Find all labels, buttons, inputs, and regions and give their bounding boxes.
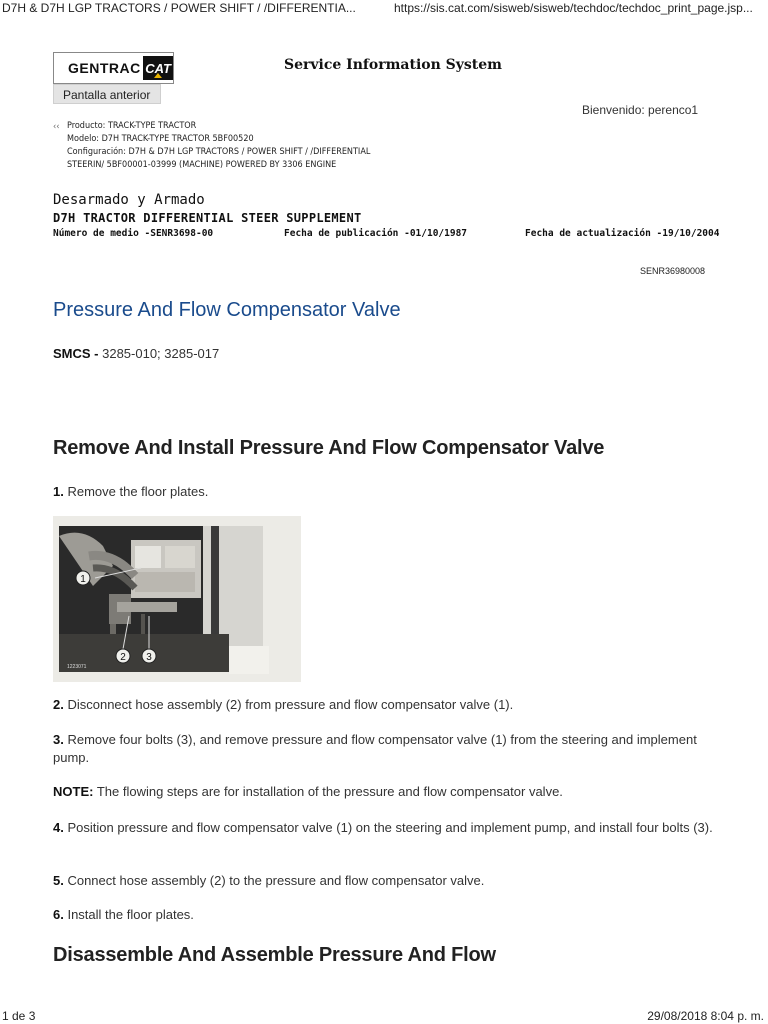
- cat-logo-icon: CAT: [143, 56, 173, 80]
- step-3: [53, 731, 713, 767]
- smcs-codes: [53, 346, 219, 361]
- step-text: Disconnect hose assembly (2) from pressure and flow compensator valve (1).: [63, 697, 514, 712]
- step-4: [53, 819, 713, 837]
- smcs-value: 3285-010; 3285-017: [98, 346, 220, 361]
- media-number: Número de medio -SENR3698-00: [53, 228, 214, 239]
- page-title: Pressure And Flow Compensator Valve: [53, 299, 401, 321]
- note-text: The flowing steps are for installation of the pressure and flow compensator valve.: [93, 784, 563, 799]
- step-text: Connect hose assembly (2) to the pressure and flow compensator valve.: [63, 873, 485, 888]
- product-info: [53, 120, 370, 172]
- step-text: Install the floor plates.: [63, 907, 194, 922]
- gentrac-logo-text: GENTRAC: [68, 60, 141, 76]
- model-row: Modelo: D7H TRACK-TYPE TRACTOR 5BF00520: [67, 134, 254, 144]
- step-1: [53, 483, 713, 501]
- step-number: 5.: [53, 873, 64, 888]
- dealer-logo: [53, 52, 174, 84]
- welcome-text: Bienvenido: perenco1: [582, 103, 699, 117]
- system-title: Service Information System: [284, 57, 502, 73]
- print-page-title: D7H & D7H LGP TRACTORS / POWER SHIFT / /DIFFERENTIA...: [2, 1, 356, 15]
- print-header: [0, 0, 768, 18]
- step-number: 4.: [53, 820, 64, 835]
- valve-photo: [53, 516, 301, 682]
- step-number: 2.: [53, 697, 64, 712]
- step-6: [53, 906, 713, 924]
- step-5: [53, 872, 713, 890]
- document-type: Desarmado y Armado: [53, 192, 205, 208]
- section-heading-remove-install: Remove And Install Pressure And Flow Compensator Valve: [53, 437, 605, 459]
- steering-row: STEERIN/ 5BF00001-03999 (MACHINE) POWERED BY 3306 ENGINE: [67, 160, 337, 170]
- section-heading-disassemble: Disassemble And Assemble Pressure And Flow: [53, 944, 496, 966]
- figure-code: 1223071: [67, 664, 87, 670]
- print-datetime: 29/08/2018 8:04 p. m.: [647, 1009, 764, 1023]
- page-indicator: 1 de 3: [2, 1009, 36, 1023]
- step-number: 1.: [53, 484, 64, 499]
- step-2: [53, 696, 713, 714]
- valve-location-figure: [53, 516, 301, 682]
- publication-date: Fecha de publicación -01/10/1987: [284, 228, 468, 239]
- step-number: 6.: [53, 907, 64, 922]
- collapse-chevron-icon[interactable]: ‹‹: [53, 122, 60, 132]
- document-title: D7H TRACTOR DIFFERENTIAL STEER SUPPLEMENT: [53, 211, 362, 225]
- smcs-label: SMCS -: [53, 346, 99, 361]
- note: [53, 783, 713, 801]
- note-label: NOTE:: [53, 784, 94, 799]
- step-text: Remove four bolts (3), and remove pressure and flow compensator valve (1) from the steering and implement pump.: [53, 732, 697, 765]
- document-code: SENR36980008: [640, 266, 706, 276]
- back-button[interactable]: Pantalla anterior: [53, 84, 161, 104]
- product-row: Producto: TRACK-TYPE TRACTOR: [67, 121, 197, 131]
- step-number: 3.: [53, 732, 64, 747]
- callout-1: 1: [80, 574, 86, 585]
- callout-2: 2: [120, 652, 126, 663]
- print-footer: [0, 1008, 768, 1024]
- configuration-row: Configuración: D7H & D7H LGP TRACTORS / POWER SHIFT / /DIFFERENTIAL: [67, 147, 371, 157]
- update-date: Fecha de actualización -19/10/2004: [525, 228, 720, 239]
- step-text: Remove the floor plates.: [63, 484, 209, 499]
- callout-3: 3: [146, 652, 152, 663]
- print-url: https://sis.cat.com/sisweb/sisweb/techdoc/techdoc_print_page.jsp...: [394, 1, 753, 15]
- step-text: Position pressure and flow compensator valve (1) on the steering and implement pump, and install four bolts (3).: [63, 820, 713, 835]
